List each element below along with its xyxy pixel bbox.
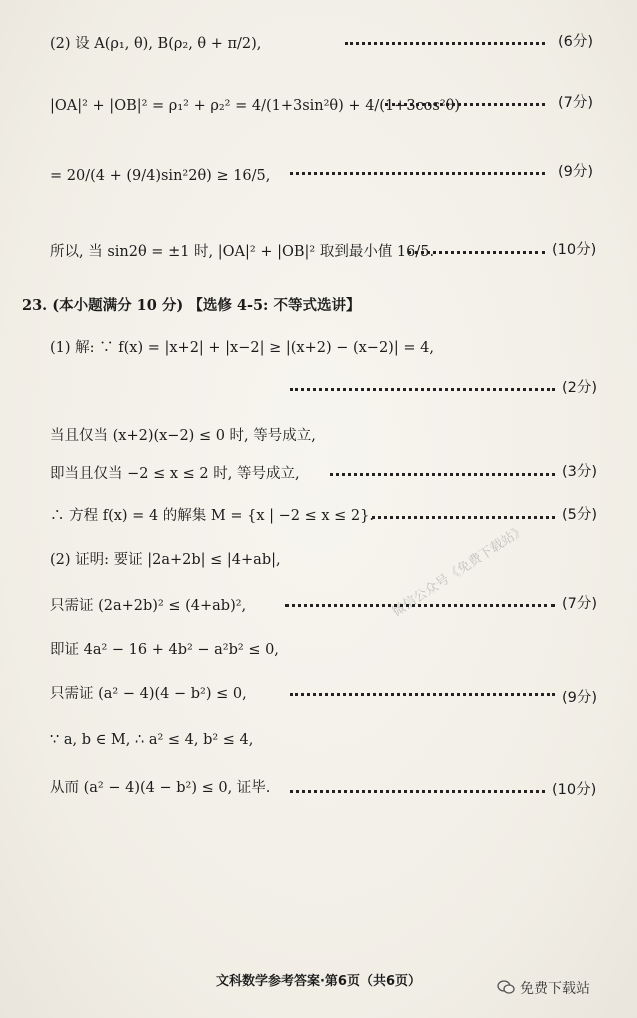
solution-line: (1) 解: ∵ f(x) = |x+2| + |x−2| ≥ |(x+2) − (x−2)| = 4, — [50, 340, 434, 356]
score-leader-dots — [372, 516, 555, 519]
score-mark: (10分) — [552, 782, 597, 798]
score-mark: (6分) — [558, 34, 594, 50]
score-leader-dots — [330, 473, 555, 476]
score-mark: (10分) — [552, 242, 597, 258]
solution-line: |OA|² + |OB|² = ρ₁² + ρ₂² = 4/(1+3sin²θ) + 4/(1+3cos²θ) — [50, 98, 461, 114]
solution-line: 只需证 (a² − 4)(4 − b²) ≤ 0, — [50, 686, 247, 702]
score-mark: (9分) — [562, 690, 598, 706]
solution-line: (2) 设 A(ρ₁, θ), B(ρ₂, θ + π/2), — [50, 36, 262, 52]
solution-line: 即当且仅当 −2 ≤ x ≤ 2 时, 等号成立, — [50, 466, 300, 482]
solution-line: 从而 (a² − 4)(4 − b²) ≤ 0, 证毕. — [50, 780, 271, 796]
score-leader-dots — [290, 388, 555, 391]
score-leader-dots — [290, 693, 555, 696]
score-mark: (7分) — [562, 596, 598, 612]
solution-line: 所以, 当 sin2θ = ±1 时, |OA|² + |OB|² 取到最小值 16/5. — [50, 244, 435, 260]
section-heading: 23. (本小题满分 10 分) 【选修 4-5: 不等式选讲】 — [22, 297, 361, 314]
score-leader-dots — [408, 251, 545, 254]
solution-line: ∴ 方程 f(x) = 4 的解集 M = {x | −2 ≤ x ≤ 2}. — [50, 508, 374, 524]
score-mark: (5分) — [562, 507, 598, 523]
score-mark: (9分) — [558, 164, 594, 180]
solution-line: = 20/(4 + (9/4)sin²2θ) ≥ 16/5, — [50, 168, 271, 184]
score-leader-dots — [290, 172, 545, 175]
solution-line: (2) 证明: 要证 |2a+2b| ≤ |4+ab|, — [50, 552, 281, 568]
score-leader-dots — [290, 790, 545, 793]
score-mark: (2分) — [562, 380, 598, 396]
solution-line: ∵ a, b ∈ M, ∴ a² ≤ 4, b² ≤ 4, — [50, 732, 254, 748]
account-watermark: 免费下载站 — [520, 981, 590, 997]
wechat-icon — [497, 978, 515, 996]
solution-line: 当且仅当 (x+2)(x−2) ≤ 0 时, 等号成立, — [50, 428, 316, 444]
score-leader-dots — [345, 42, 545, 45]
diagonal-stamp-watermark: 微信公众号《免费下载站》 — [389, 522, 529, 620]
score-mark: (3分) — [562, 464, 598, 480]
solution-line: 即证 4a² − 16 + 4b² − a²b² ≤ 0, — [50, 642, 279, 658]
score-leader-dots — [385, 103, 545, 106]
score-mark: (7分) — [558, 95, 594, 111]
page-footer: 文科数学参考答案·第6页（共6页） — [215, 974, 422, 989]
solution-line: 只需证 (2a+2b)² ≤ (4+ab)², — [50, 598, 247, 614]
